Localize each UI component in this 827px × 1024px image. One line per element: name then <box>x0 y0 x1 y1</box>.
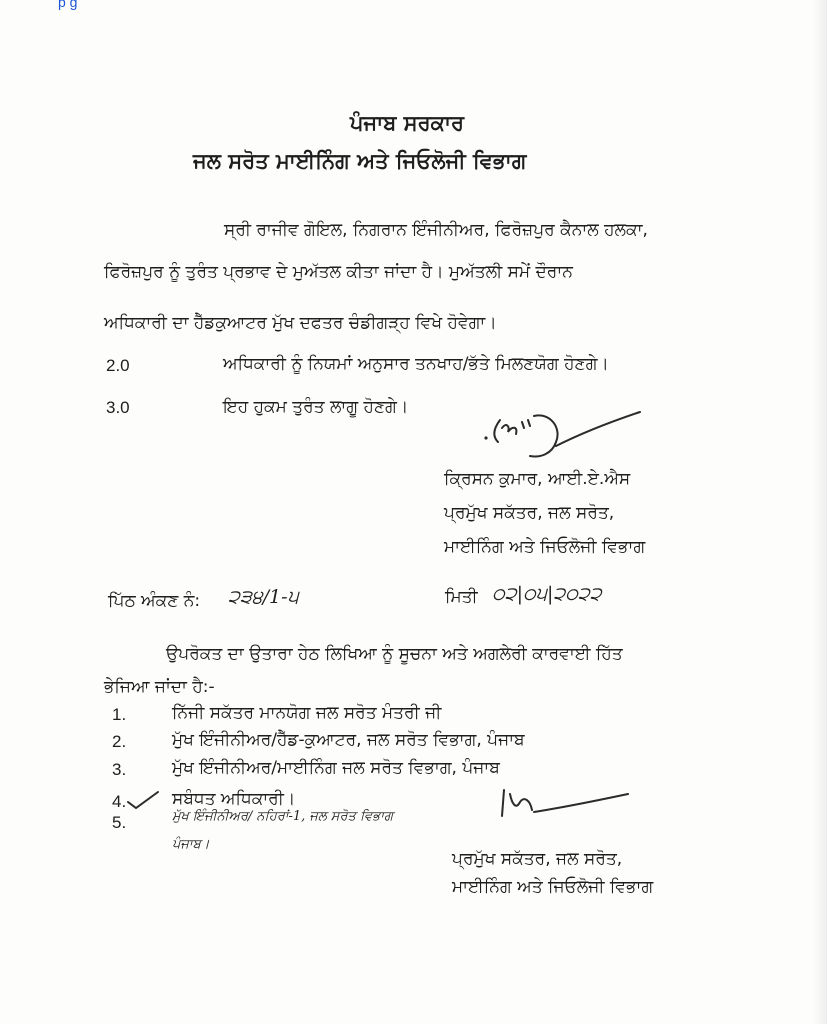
header-government: ਪੰਜਾਬ ਸਰਕਾਰ <box>350 111 465 135</box>
para1-line1: ਸ੍ਰੀ ਰਾਜੀਵ ਗੋਇਲ, ਨਿਗਰਾਨ ਇੰਜੀਨੀਅਰ, ਫਿਰੋਜ਼ਪੁਰ ਕੈਨਾਲ ਹਲਕਾ, <box>224 220 648 240</box>
office-designation-1: ਪ੍ਰਮੁੱਖ ਸਕੱਤਰ, ਜਲ ਸਰੋਤ, <box>452 849 623 869</box>
header-department: ਜਲ ਸਰੋਤ ਮਾਈਨਿੰਗ ਅਤੇ ਜਿਓਲੋਜੀ ਵਿਭਾਗ <box>193 149 527 173</box>
recipient-5-handwritten: ਮੁੱਖ ਇੰਜੀਨੀਅਰ/ ਨਹਿਰਾਂ-1, ਜਲ ਸਰੋਤ ਵਿਭਾਗ <box>172 809 394 824</box>
para1-line3: ਅਧਿਕਾਰੀ ਦਾ ਹੈੱਡਕੁਆਟਰ ਮੁੱਖ ਦਫਤਰ ਚੰਡੀਗੜ੍ਹ ਵਿਖੇ ਹੋਵੇਗਾ। <box>104 313 497 333</box>
office-designation-2: ਮਾਈਨਿੰਗ ਅਤੇ ਜਿਓਲੋਜੀ ਵਿਭਾਗ <box>452 877 654 897</box>
item-number-2: 2.0 <box>106 356 130 375</box>
recipient-number-3: 3. <box>112 760 127 779</box>
recipient-number-4: 4. <box>112 792 127 811</box>
signer-designation-2: ਮਾਈਨਿੰਗ ਅਤੇ ਜਿਓਲੋਜੀ ਵਿਭਾਗ <box>444 537 646 557</box>
signature-mark-2 <box>490 782 640 842</box>
recipient-3: ਮੁੱਖ ਇੰਜੀਨੀਅਰ/ਮਾਈਨਿੰਗ ਜਲ ਸਰੋਤ ਵਿਭਾਗ, ਪੰਜਾਬ <box>172 758 500 778</box>
para1-line2: ਫਿਰੋਜ਼ਪੁਰ ਨੂੰ ਤੁਰੰਤ ਪ੍ਰਭਾਵ ਦੇ ਮੁਅੱਤਲ ਕੀਤਾ ਜਾਂਦਾ ਹੈ। ਮੁਅੱਤਲੀ ਸਮੇਂ ਦੌਰਾਨ <box>104 262 573 282</box>
date-value: ੦੨|੦੫|੨੦੨੨ <box>492 583 602 605</box>
item-text-3: ਇਹ ਹੁਕਮ ਤੁਰੰਤ ਲਾਗੂ ਹੋਣਗੇ। <box>223 397 409 417</box>
item-number-3: 3.0 <box>106 398 130 417</box>
signature-mark-1 <box>470 398 660 470</box>
signer-designation-1: ਪ੍ਰਮੁੱਖ ਸਕੱਤਰ, ਜਲ ਸਰੋਤ, <box>444 503 615 523</box>
endorsement-number-value: ੨੩੪/1-੫ <box>228 586 299 608</box>
item-text-2: ਅਧਿਕਾਰੀ ਨੂੰ ਨਿਯਮਾਂ ਅਨੁਸਾਰ ਤਨਖਾਹ/ਭੱਤੇ ਮਿਲਣਯੋਗ ਹੋਣਗੇ। <box>223 354 609 374</box>
signer-name: ਕ੍ਰਿਸਨ ਕੁਮਾਰ, ਆਈ.ਏ.ਐਸ <box>444 469 631 489</box>
recipient-number-5: 5. <box>112 813 127 832</box>
tick-mark-icon <box>126 790 162 812</box>
copy-intro-line1: ਉਪਰੋਕਤ ਦਾ ਉਤਾਰਾ ਹੇਠ ਲਿਖਿਆ ਨੂੰ ਸੂਚਨਾ ਅਤੇ ਅਗਲੇਰੀ ਕਾਰਵਾਈ ਹਿੱਤ <box>166 644 623 664</box>
recipient-4: ਸਬੰਧਤ ਅਧਿਕਾਰੀ। <box>172 789 296 809</box>
recipient-number-2: 2. <box>112 732 127 751</box>
copy-intro-line2: ਭੇਜਿਆ ਜਾਂਦਾ ਹੈ:- <box>104 677 215 697</box>
recipient-1: ਨਿੱਜੀ ਸਕੱਤਰ ਮਾਨਯੋਗ ਜਲ ਸਰੋਤ ਮੰਤਰੀ ਜੀ <box>172 703 442 723</box>
recipient-number-1: 1. <box>112 705 127 724</box>
recipient-5-handwritten-line2: ਪੰਜਾਬ। <box>172 837 210 852</box>
recipient-2: ਮੁੱਖ ਇੰਜੀਨੀਅਰ/ਹੈੱਡ-ਕੁਆਟਰ, ਜਲ ਸਰੋਤ ਵਿਭਾਗ, ਪੰਜਾਬ <box>172 730 525 750</box>
top-link-fragment: p g <box>58 0 78 10</box>
endorsement-number-label: ਪਿੱਠ ਅੰਕਣ ਨੰ: <box>108 591 201 611</box>
date-label: ਮਿਤੀ <box>445 587 478 607</box>
page-edge-shadow <box>813 0 827 1024</box>
